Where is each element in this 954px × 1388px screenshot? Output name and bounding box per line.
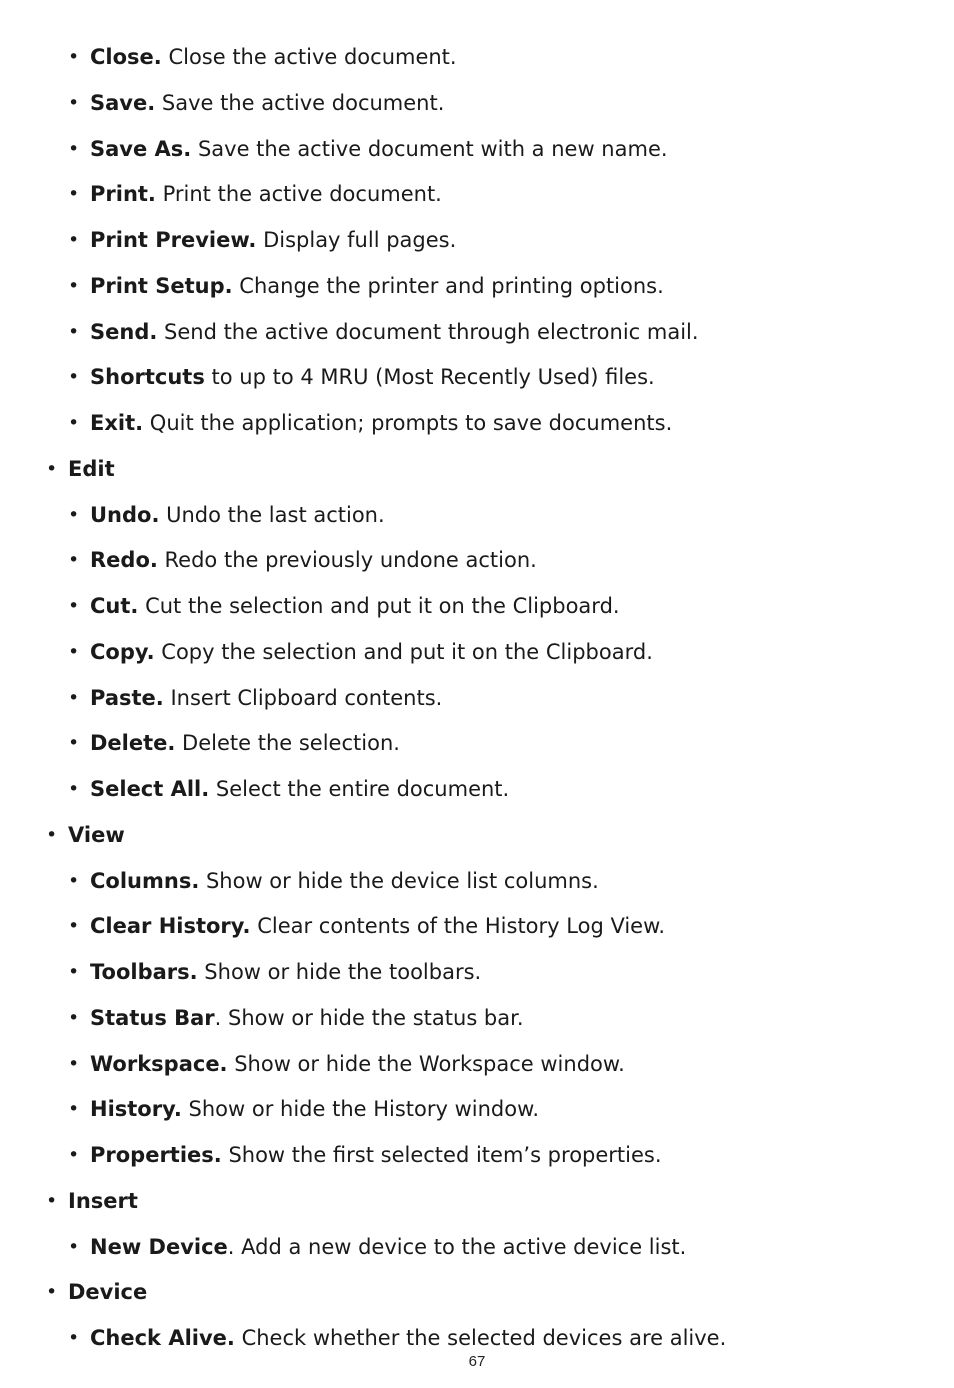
bullet-icon: • [68, 504, 80, 526]
item-description: . Add a new device to the active device list. [227, 1235, 687, 1259]
item-text [90, 271, 664, 301]
item-term: Edit [68, 457, 115, 481]
item-term: Columns. [90, 869, 200, 893]
item-text [90, 591, 620, 621]
item-term: Workspace. [90, 1052, 228, 1076]
item-description: Change the printer and printing options. [232, 274, 664, 298]
item-term: New Device [90, 1235, 228, 1259]
bullet-icon: • [68, 549, 80, 571]
item-term: Print Setup. [90, 274, 233, 298]
item-description: Undo the last action. [159, 503, 385, 527]
item-term: Insert [68, 1189, 138, 1213]
item-description: Show or hide the History window. [181, 1097, 540, 1121]
item-text [90, 957, 481, 987]
bullet-icon: • [68, 915, 80, 937]
item-term: Send. [90, 320, 158, 344]
bullet-icon: • [68, 412, 80, 434]
item-description: Check whether the selected devices are alive. [234, 1326, 727, 1350]
item-term: Status Bar [90, 1006, 215, 1030]
item-description: Copy the selection and put it on the Clipboard. [154, 640, 653, 664]
item-description: Show or hide the Workspace window. [227, 1052, 625, 1076]
item-text [90, 1049, 625, 1079]
item-term: Device [68, 1280, 148, 1304]
item-description: to up to 4 MRU (Most Recently Used) files. [204, 365, 655, 389]
item-text [90, 225, 456, 255]
page-number: 67 [468, 1353, 486, 1370]
item-term: Redo. [90, 548, 158, 572]
bullet-icon: • [46, 1281, 58, 1303]
item-text [90, 317, 699, 347]
item-description: Show or hide the toolbars. [197, 960, 482, 984]
bullet-icon: • [68, 1098, 80, 1120]
item-term: Undo. [90, 503, 160, 527]
item-text [68, 454, 115, 484]
item-description: Redo the previously undone action. [157, 548, 537, 572]
item-description: Delete the selection. [175, 731, 400, 755]
item-description: Insert Clipboard contents. [163, 686, 443, 710]
item-term: Exit. [90, 411, 144, 435]
bullet-icon: • [68, 1053, 80, 1075]
item-term: Properties. [90, 1143, 222, 1167]
bullet-icon: • [68, 1007, 80, 1029]
item-text [90, 362, 655, 392]
bullet-icon: • [68, 961, 80, 983]
item-text [68, 820, 125, 850]
item-text [90, 42, 457, 72]
item-text [90, 683, 442, 713]
item-text [90, 1232, 686, 1262]
item-description: Display full pages. [256, 228, 457, 252]
item-term: Select All. [90, 777, 210, 801]
bullet-icon: • [68, 138, 80, 160]
bullet-icon: • [68, 687, 80, 709]
bullet-icon: • [68, 870, 80, 892]
item-description: Select the entire document. [209, 777, 510, 801]
item-text [90, 728, 400, 758]
item-description: Save the active document. [155, 91, 445, 115]
bullet-icon: • [68, 1236, 80, 1258]
bullet-icon: • [68, 641, 80, 663]
item-term: Toolbars. [90, 960, 198, 984]
item-term: Save As. [90, 137, 192, 161]
item-term: Shortcuts [90, 365, 205, 389]
item-term: Paste. [90, 686, 164, 710]
item-text [90, 88, 444, 118]
item-description: Clear contents of the History Log View. [250, 914, 666, 938]
bullet-icon: • [68, 183, 80, 205]
item-term: History. [90, 1097, 182, 1121]
item-text [68, 1186, 138, 1216]
item-description: Cut the selection and put it on the Clipboard. [138, 594, 620, 618]
item-term: Print. [90, 182, 156, 206]
item-text [90, 1140, 662, 1170]
item-term: Copy. [90, 640, 155, 664]
item-text [90, 500, 385, 530]
item-text [90, 1323, 726, 1353]
bullet-icon: • [46, 824, 58, 846]
item-term: Close. [90, 45, 162, 69]
bullet-icon: • [46, 458, 58, 480]
item-description: . Show or hide the status bar. [214, 1006, 524, 1030]
item-description: Save the active document with a new name. [191, 137, 668, 161]
item-term: Delete. [90, 731, 176, 755]
item-text [90, 1003, 524, 1033]
item-term: View [68, 823, 125, 847]
item-text [90, 866, 599, 896]
item-description: Quit the application; prompts to save documents. [143, 411, 673, 435]
bullet-icon: • [68, 778, 80, 800]
item-term: Save. [90, 91, 156, 115]
bullet-icon: • [68, 366, 80, 388]
bullet-icon: • [68, 275, 80, 297]
bullet-icon: • [68, 229, 80, 251]
bullet-icon: • [68, 595, 80, 617]
item-term: Print Preview. [90, 228, 257, 252]
item-term: Cut. [90, 594, 139, 618]
item-term: Check Alive. [90, 1326, 235, 1350]
item-term: Clear History. [90, 914, 251, 938]
bullet-icon: • [68, 732, 80, 754]
bullet-icon: • [68, 1327, 80, 1349]
bullet-icon: • [68, 321, 80, 343]
item-text [90, 179, 442, 209]
item-text [90, 637, 653, 667]
item-text [68, 1277, 147, 1307]
item-text [90, 408, 672, 438]
bullet-icon: • [68, 46, 80, 68]
item-text [90, 774, 509, 804]
item-description: Print the active document. [155, 182, 442, 206]
item-description: Close the active document. [161, 45, 457, 69]
item-text [90, 134, 668, 164]
bullet-icon: • [46, 1190, 58, 1212]
item-description: Show the first selected item’s properties. [221, 1143, 662, 1167]
bullet-icon: • [68, 1144, 80, 1166]
item-text [90, 911, 665, 941]
item-text [90, 1094, 539, 1124]
bullet-icon: • [68, 92, 80, 114]
item-text [90, 545, 537, 575]
item-description: Send the active document through electronic mail. [157, 320, 699, 344]
item-description: Show or hide the device list columns. [199, 869, 599, 893]
